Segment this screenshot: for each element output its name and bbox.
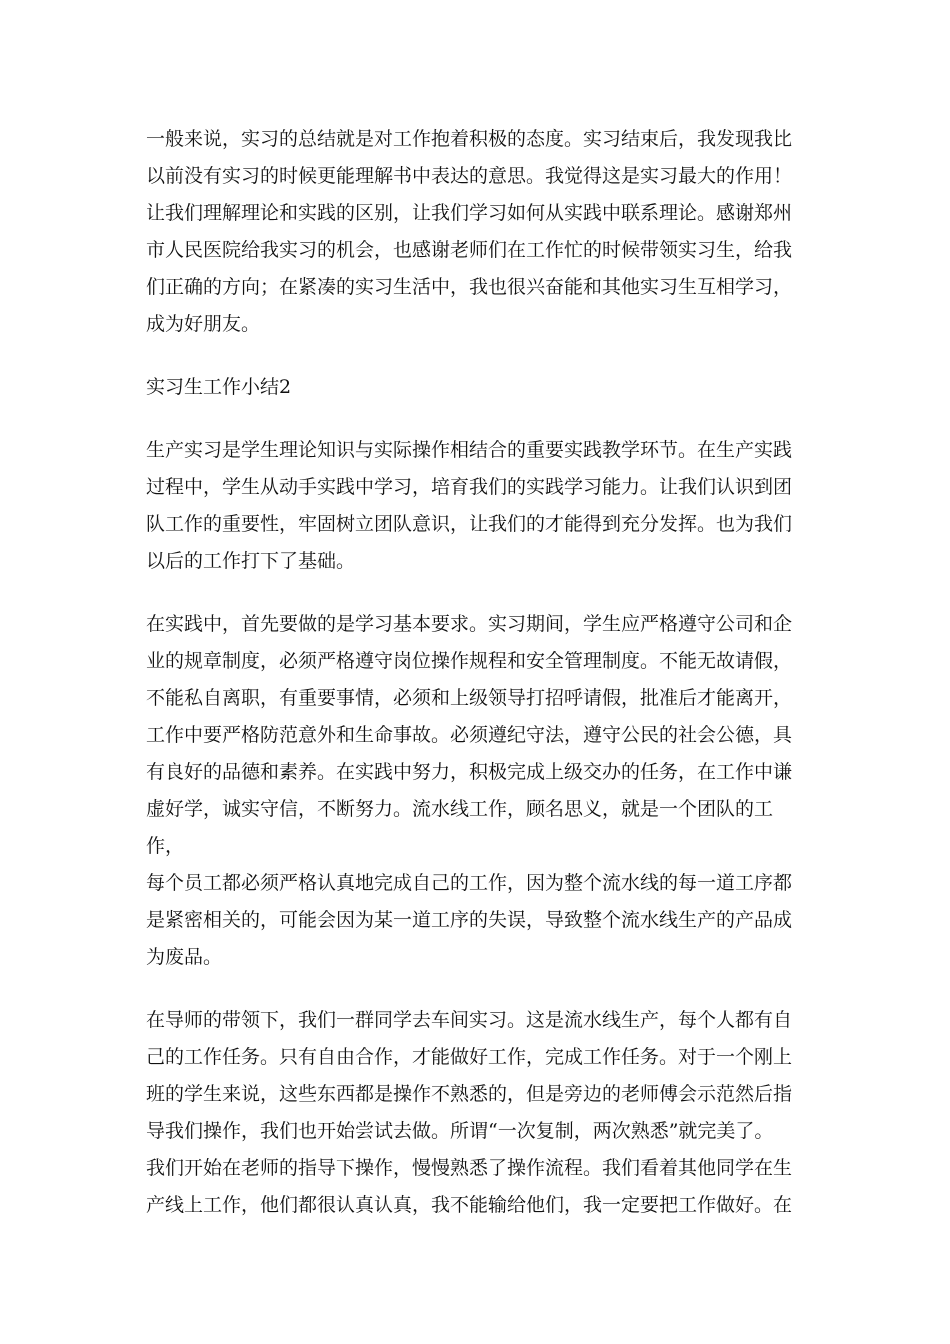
paragraph-1: 一般来说，实习的总结就是对工作抱着积极的态度。实习结束后，我发现我比 以前没有实习的时候更能理解书中表达的意思。我觉得这是实习最大的作用！ 让我们理解理论和实践的区别，让我们学习如何从实践中联系理论。感谢郑州 市人民医院给我实习的机会，也感谢老师们在工作忙的时候带领实习生，给我 们正确的方向；在紧凑的实习生活中，我也很兴奋能和其他实习生互相学习， 成为好朋友。 (146, 128, 793, 335)
section-heading: 实习生工作小结2 (146, 376, 292, 398)
paragraph-3: 在实践中，首先要做的是学习基本要求。实习期间，学生应严格遵守公司和企 业的规章制度，必须严格遵守岗位操作规程和安全管理制度。不能无故请假， 不能私自离职，有重要事情，必须和上级领导打招呼请假，批准后才能离开， 工作中要严格防范意外和生命事故。必须遵纪守法，遵守公民的社会公德，具 有良好的品德和素养。在实践中努力，积极完成上级交办的任务，在工作中谦 虚好学，诚实守信，不断努力。流水线工作，顾名思义，就是一个团队的工作， 每个员工都必须严格认真地完成自己的工作，因为整个流水线的每一道工序都 是紧密相关的，可能会因为某一道工序的失误，导致整个流水线生产的产品成 为废品。 (146, 613, 793, 968)
paragraph-2: 生产实习是学生理论知识与实际操作相结合的重要实践教学环节。在生产实践 过程中，学生从动手实践中学习，培育我们的实践学习能力。让我们认识到团 队工作的重要性，牢固树立团队意识，让我们的才能得到充分发挥。也为我们 以后的工作打下了基础。 (146, 439, 793, 572)
paragraph-4: 在导师的带领下，我们一群同学去车间实习。这是流水线生产，每个人都有自 己的工作任务。只有自由合作，才能做好工作，完成工作任务。对于一个刚上 班的学生来说，这些东西都是操作不熟悉的，但是旁边的老师傅会示范然后指 导我们操作，我们也开始尝试去做。所谓“一次复制，两次熟悉”就完美了。 我们开始在老师的指导下操作，慢慢熟悉了操作流程。我们看着其他同学在生 产线上工作，他们都很认真认真，我不能输给他们，我一定要把工作做好。在 (146, 1009, 793, 1216)
document-body (146, 121, 808, 1250)
